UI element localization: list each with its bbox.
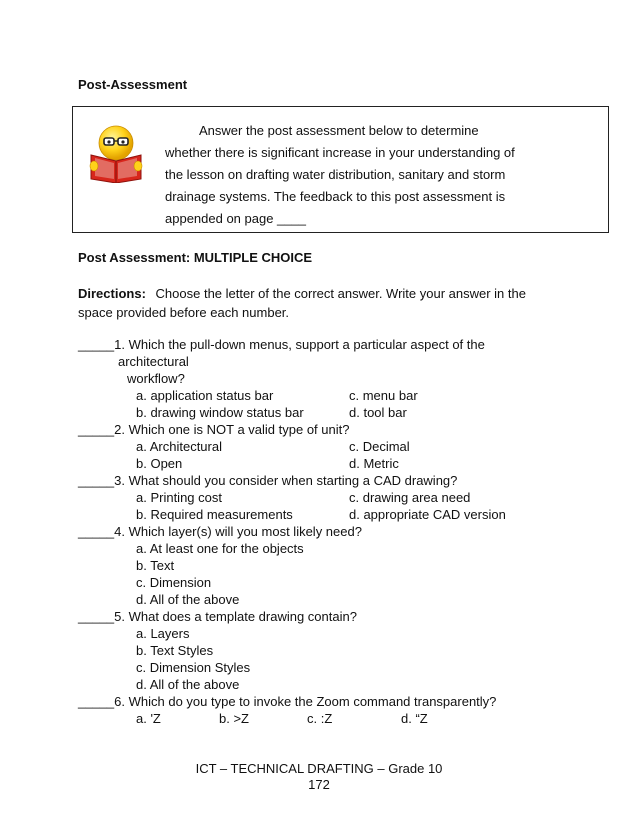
- question-1-line-3: workflow?: [127, 371, 185, 386]
- question-1-option-a: a. application status bar: [136, 388, 274, 403]
- question-5-option-c: c. Dimension Styles: [136, 660, 251, 675]
- question-5-option-a: a. Layers: [136, 626, 190, 641]
- question-3-option-c: c. drawing area need: [349, 490, 471, 505]
- question-5-option-d: d. All of the above: [136, 677, 240, 692]
- intro-line-1: Answer the post assessment below to determine: [199, 123, 479, 138]
- question-4-option-a: a. At least one for the objects: [136, 541, 304, 556]
- question-6-option-c: c. :Z: [307, 711, 333, 726]
- question-6-option-d: d. “Z: [401, 711, 428, 726]
- question-1-option-d: d. tool bar: [349, 405, 407, 420]
- question-5-option-b: b. Text Styles: [136, 643, 214, 658]
- intro-line-4: drainage systems. The feedback to this post assessment is: [165, 189, 506, 204]
- directions-text-1: Choose the letter of the correct answer. Write your answer in the: [155, 286, 526, 301]
- intro-box: [72, 106, 609, 233]
- question-2-option-d: d. Metric: [349, 456, 399, 471]
- section-title: Post Assessment: MULTIPLE CHOICE: [78, 250, 313, 265]
- directions-text-2: space provided before each number.: [78, 305, 290, 320]
- question-3: _____3. What should you consider when starting a CAD drawing?: [78, 473, 458, 488]
- footer-course: ICT – TECHNICAL DRAFTING – Grade 10: [195, 761, 443, 776]
- question-1: _____1. Which the pull-down menus, support a particular aspect of the: [78, 337, 485, 352]
- question-4-option-d: d. All of the above: [136, 592, 240, 607]
- question-1-line-2: architectural: [118, 354, 189, 369]
- question-2-option-c: c. Decimal: [349, 439, 410, 454]
- question-4: _____4. Which layer(s) will you most likely need?: [78, 524, 362, 539]
- question-4-option-c: c. Dimension: [136, 575, 212, 590]
- question-3-option-d: d. appropriate CAD version: [349, 507, 506, 522]
- intro-line-3: the lesson on drafting water distribution, sanitary and storm: [165, 167, 506, 182]
- question-5: _____5. What does a template drawing contain?: [78, 609, 357, 624]
- question-1-option-b: b. drawing window status bar: [136, 405, 304, 420]
- reading-smiley-icon: [85, 121, 147, 183]
- question-2: _____2. Which one is NOT a valid type of unit?: [78, 422, 350, 437]
- directions: [78, 284, 538, 322]
- question-3-option-a: a. Printing cost: [136, 490, 222, 505]
- question-3-option-b: b. Required measurements: [136, 507, 293, 522]
- directions-label: Directions:: [78, 286, 146, 301]
- page-number: 172: [308, 777, 330, 792]
- question-6-option-a: a. 'Z: [136, 711, 161, 726]
- question-1-option-c: c. menu bar: [349, 388, 418, 403]
- question-2-option-a: a. Architectural: [136, 439, 222, 454]
- question-4-option-b: b. Text: [136, 558, 175, 573]
- question-6: _____6. Which do you type to invoke the Zoom command transparently?: [78, 694, 497, 709]
- intro-line-2: whether there is significant increase in your understanding of: [165, 145, 515, 160]
- question-2-option-b: b. Open: [136, 456, 183, 471]
- question-6-option-b: b. >Z: [219, 711, 249, 726]
- intro-line-5: appended on page ____: [165, 211, 306, 226]
- page-title: Post-Assessment: [78, 77, 188, 92]
